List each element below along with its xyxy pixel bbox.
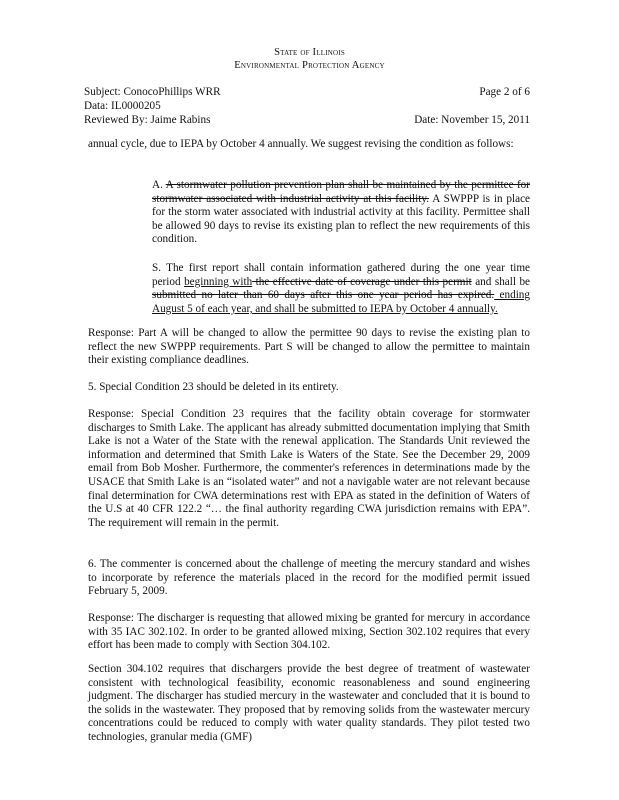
item-5-text: 5. Special Condition 23 should be deleted in its entirety. bbox=[88, 381, 339, 393]
condition-a-deleted-text: A stormwater pollution prevention plan shall be maintained by the permittee for stormwater associated with industrial activity at this facility. bbox=[152, 179, 530, 205]
condition-s-deleted-1: the effective date of coverage under this permit bbox=[252, 275, 472, 288]
intro-paragraph bbox=[88, 138, 530, 152]
condition-a-paragraph bbox=[152, 179, 530, 247]
response-1-paragraph bbox=[88, 327, 530, 368]
state-name: State of Illinois bbox=[274, 47, 345, 58]
condition-s-deleted-2: submitted no later than 60 days after this one year period has expired. bbox=[152, 289, 495, 302]
intro-text: annual cycle, due to IEPA by October 4 annually. We suggest revising the condition as follows: bbox=[88, 138, 514, 150]
response-3-text: Response: The discharger is requesting that allowed mixing be granted for mercury in accordance with 35 IAC 302.102. In order to be granted allowed mixing, Section 302.102 requires that every effort has been made to comply with Section 304.102. bbox=[88, 612, 530, 652]
page-number: Page 2 of 6 bbox=[479, 86, 530, 98]
agency-header bbox=[0, 46, 619, 72]
agency-name: Environmental Protection Agency bbox=[234, 60, 385, 71]
item-5-paragraph bbox=[88, 381, 530, 395]
condition-a-new-text: A SWPPP is in place for the storm water associated with industrial activity at this facility. Permittee shall be allowed 90 days to revise its existing plan to reflect the new requirements of this condition. bbox=[152, 192, 531, 246]
response-2-text: Response: Special Condition 23 requires that the facility obtain coverage for stormwater discharges to Smith Lake. The applicant has already submitted documentation implying that Smith Lake is not a Water of the State with the renewal application. The Standards Unit reviewed the information and determined that Smith Lake is Waters of the State. See the December 29, 2009 email from Bob Mosher. Furthermore, the commenter's references in determinations made by the USACE that Smith Lake is an “isolated water” and not a navigable water are not relevant because final determination for CWA determinations rest with EPA as stated in the definition of Waters of the U.S at 40 CFR 122.2 “… the final authority regarding CWA jurisdiction remains with EPA”. The requirement will remain in the permit. bbox=[88, 408, 530, 529]
item-6-text: 6. The commenter is concerned about the challenge of meeting the mercury standard and wishes to incorporate by reference the materials placed in the record for the modified permit issued February 5, 2009. bbox=[88, 558, 530, 598]
response-2-paragraph bbox=[88, 408, 530, 530]
condition-s-text-1: S. The first report shall contain information gathered during the one year time period bbox=[152, 262, 530, 288]
header-row-subject bbox=[84, 86, 530, 100]
date-line: Date: November 15, 2011 bbox=[414, 114, 530, 126]
condition-s-paragraph bbox=[152, 262, 530, 316]
condition-s-inserted-1: beginning with bbox=[184, 275, 253, 288]
header-row-reviewer bbox=[84, 114, 530, 128]
condition-s-text-2: and shall be bbox=[471, 275, 531, 288]
reviewer-line: Reviewed By: Jaime Rabins bbox=[84, 114, 211, 126]
section-304-text: Section 304.102 requires that dischargers provide the best degree of treatment of wastewater consistent with technological feasibility, economic reasonableness and sound engineering judgment. The discharger has studied mercury in the wastewater and concluded that it is bound to the solids in the wastewater. They proposed that by removing solids from the wastewater mercury concentrations could be reduced to comply with water quality standards. They pilot tested two technologies, granular media (GMF) bbox=[88, 663, 530, 743]
section-304-paragraph bbox=[88, 663, 530, 745]
condition-s-inserted-2: ending August 5 of each year, and shall be submitted to IEPA by October 4 annually. bbox=[152, 289, 530, 315]
response-3-paragraph bbox=[88, 612, 530, 653]
subject-line: Subject: ConocoPhillips WRR bbox=[84, 86, 221, 98]
condition-a-prefix: A. bbox=[152, 179, 166, 191]
data-line: Data: IL0000205 bbox=[84, 100, 161, 112]
header-row-data bbox=[84, 100, 530, 114]
response-1-text: Response: Part A will be changed to allow the permittee 90 days to revise the existing plan to reflect the new SWPPP requirements. Part S will be changed to allow the permittee to maintain their existing compliance deadlines. bbox=[88, 327, 530, 367]
item-6-paragraph bbox=[88, 558, 530, 599]
